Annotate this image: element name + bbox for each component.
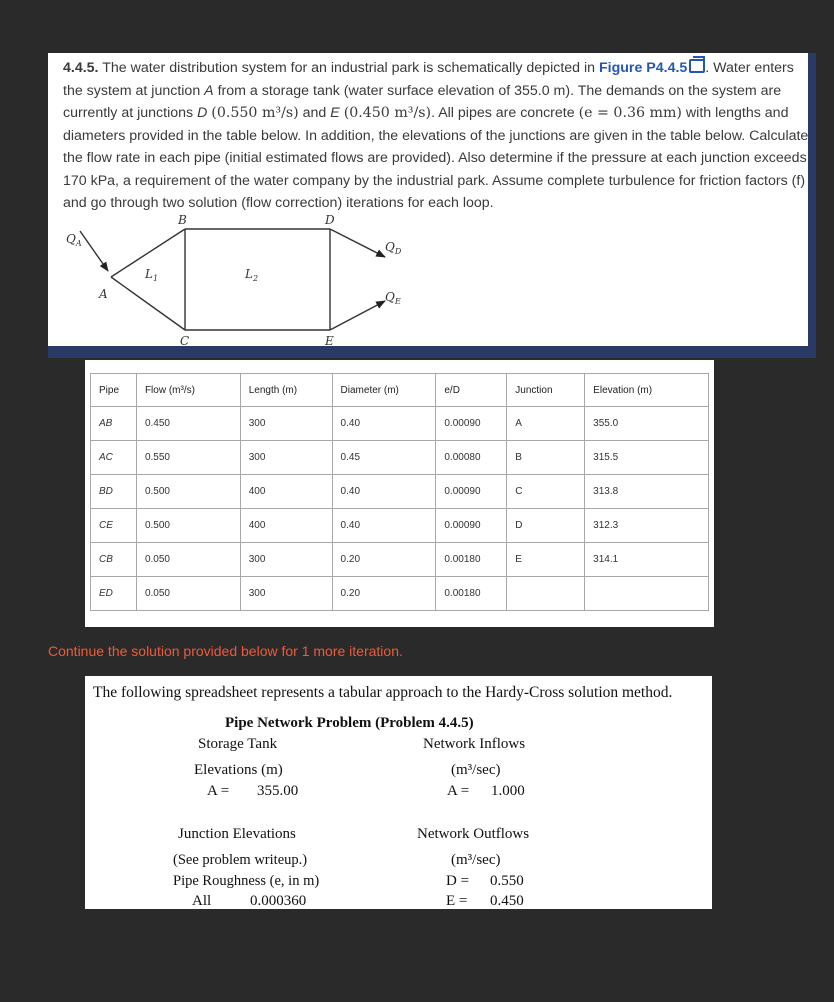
junction-a-ref: A xyxy=(204,82,214,99)
cell-elevation: 315.5 xyxy=(585,441,709,475)
cell-flow: 0.050 xyxy=(136,577,240,611)
cell-diameter: 0.20 xyxy=(332,577,436,611)
flow-e-value: (0.450 m³/s) xyxy=(343,105,432,121)
label-l1: $L_1$ xyxy=(145,267,159,283)
header-pipe: Pipe xyxy=(91,374,137,407)
outflow-d-value: 0.550 xyxy=(490,873,524,889)
cell-ed: 0.00090 xyxy=(436,475,507,509)
table-header-row xyxy=(91,374,709,407)
cell-flow: 0.500 xyxy=(136,475,240,509)
cell-flow: 0.500 xyxy=(136,509,240,543)
cell-length: 300 xyxy=(240,577,332,611)
cell-pipe: CB xyxy=(91,543,137,577)
label-qa: $Q_A$ xyxy=(66,232,82,248)
pipe-ac xyxy=(111,277,185,330)
cell-pipe: BD xyxy=(91,475,137,509)
junction-elevations-heading: Junction Elevations xyxy=(178,826,296,842)
label-qd: $Q_D$ xyxy=(385,240,402,256)
outflow-units: (m³/sec) xyxy=(451,852,501,868)
cell-ed: 0.00180 xyxy=(436,577,507,611)
cell-flow: 0.550 xyxy=(136,441,240,475)
flow-d-value: (0.550 m³/s) xyxy=(211,105,299,121)
junction-e-ref: E xyxy=(330,105,340,121)
problem-text-2: from a storage tank (water surface elevation of 355.0 m). The demands on the system are currently at junctions xyxy=(63,82,782,121)
cell-diameter: 0.45 xyxy=(332,441,436,475)
problem-text-and: and xyxy=(302,105,327,121)
outflow-e-value: 0.450 xyxy=(490,893,524,909)
label-d: D xyxy=(325,214,335,227)
continue-instruction: Continue the solution provided below for 1 more iteration. xyxy=(48,643,403,659)
header-junction: Junction xyxy=(507,374,585,407)
solution-title: Pipe Network Problem (Problem 4.4.5) xyxy=(225,715,474,731)
cell-length: 400 xyxy=(240,509,332,543)
inflow-a-label: A = xyxy=(447,783,470,799)
roughness-all-label: All xyxy=(192,893,212,909)
cell-flow: 0.050 xyxy=(136,543,240,577)
problem-panel xyxy=(48,53,816,358)
cell-flow: 0.450 xyxy=(136,407,240,441)
pipe-roughness-label: Pipe Roughness (e, in m) xyxy=(173,873,320,889)
cell-junction: E xyxy=(507,543,585,577)
solution-panel xyxy=(85,676,712,909)
header-diameter: Diameter (m) xyxy=(332,374,436,407)
cell-junction: C xyxy=(507,475,585,509)
header-ed: e/D xyxy=(436,374,507,407)
header-flow: Flow (m³/s) xyxy=(136,374,240,407)
cell-junction: D xyxy=(507,509,585,543)
inflow-units: (m³/sec) xyxy=(451,762,501,778)
problem-number: 4.4.5. xyxy=(63,60,99,76)
problem-text-intro: The water distribution system for an industrial park is schematically depicted in xyxy=(102,60,596,76)
cell-elevation: 355.0 xyxy=(585,407,709,441)
cell-length: 300 xyxy=(240,441,332,475)
cell-length: 300 xyxy=(240,543,332,577)
table-row xyxy=(91,543,709,577)
cell-pipe: ED xyxy=(91,577,137,611)
outflow-e-label: E = xyxy=(446,893,468,909)
cell-length: 300 xyxy=(240,407,332,441)
label-c: C xyxy=(180,334,190,346)
table-row xyxy=(91,509,709,543)
cell-junction xyxy=(507,577,585,611)
cell-junction: B xyxy=(507,441,585,475)
figure-link[interactable]: Figure P4.4.5 xyxy=(598,60,688,76)
cell-length: 400 xyxy=(240,475,332,509)
roughness-all-value: 0.000360 xyxy=(250,893,307,909)
inflow-arrow xyxy=(80,231,108,271)
network-inflows-heading: Network Inflows xyxy=(423,736,526,752)
table-row xyxy=(91,441,709,475)
inflow-a-value: 1.000 xyxy=(491,783,525,799)
label-b: B xyxy=(178,214,187,227)
cell-ed: 0.00080 xyxy=(436,441,507,475)
storage-tank-heading: Storage Tank xyxy=(198,736,278,752)
elev-a-value: 355.00 xyxy=(257,783,299,799)
problem-text-3: . All pipes are concrete xyxy=(431,105,575,121)
outflow-e-arrow xyxy=(330,301,385,330)
label-e: E xyxy=(325,334,334,346)
roughness-value: (e = 0.36 mm) xyxy=(578,105,682,121)
outflow-d-arrow xyxy=(330,229,385,257)
outflow-d-label: D = xyxy=(446,873,470,889)
elevations-label: Elevations (m) xyxy=(194,762,283,778)
header-length: Length (m) xyxy=(240,374,332,407)
solution-intro: The following spreadsheet represents a tabular approach to the Hardy-Cross solution method. xyxy=(93,684,673,701)
table-row xyxy=(91,475,709,509)
cell-pipe: CE xyxy=(91,509,137,543)
see-writeup-note: (See problem writeup.) xyxy=(173,852,308,868)
problem-card xyxy=(48,53,808,346)
cell-pipe: AC xyxy=(91,441,137,475)
problem-statement xyxy=(63,57,808,215)
cell-ed: 0.00090 xyxy=(436,509,507,543)
cell-elevation: 313.8 xyxy=(585,475,709,509)
cell-diameter: 0.40 xyxy=(332,509,436,543)
label-qe: $Q_E$ xyxy=(385,290,401,306)
pipe-data-table xyxy=(90,373,709,611)
cell-ed: 0.00090 xyxy=(436,407,507,441)
external-link-icon[interactable] xyxy=(689,59,705,73)
network-outflows-heading: Network Outflows xyxy=(417,826,530,842)
cell-elevation xyxy=(585,577,709,611)
cell-ed: 0.00180 xyxy=(436,543,507,577)
cell-diameter: 0.40 xyxy=(332,475,436,509)
label-a: A xyxy=(99,287,108,301)
pipe-table-panel xyxy=(85,360,714,627)
label-l2: $L_2$ xyxy=(245,267,259,283)
cell-diameter: 0.20 xyxy=(332,543,436,577)
junction-d-ref: D xyxy=(197,105,208,121)
table-row xyxy=(91,577,709,611)
table-row xyxy=(91,407,709,441)
header-elevation: Elevation (m) xyxy=(585,374,709,407)
problem-text-1: . Water enters the system at junction xyxy=(63,60,794,99)
cell-elevation: 314.1 xyxy=(585,543,709,577)
cell-junction: A xyxy=(507,407,585,441)
cell-elevation: 312.3 xyxy=(585,509,709,543)
elev-a-label: A = xyxy=(207,783,230,799)
cell-pipe: AB xyxy=(91,407,137,441)
network-diagram xyxy=(63,214,423,346)
cell-diameter: 0.40 xyxy=(332,407,436,441)
problem-text-4: with lengths and diameters provided in the table below. In addition, the elevations of the junctions are given in the table below. Calculate the flow rate in each pipe (initial estimated flows are provided). Also determine if the pressure at each junction exceeds 170 kPa, a requirement of the water company by the industrial park. Assume complete turbulence for friction factors (f) and go through two solution (flow correction) iterations for each loop. xyxy=(63,105,808,211)
